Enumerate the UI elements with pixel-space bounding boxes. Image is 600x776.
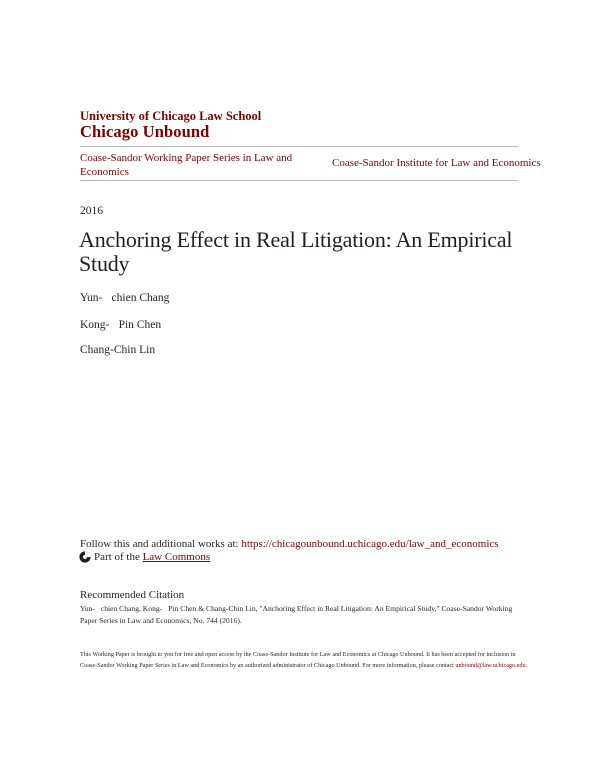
part-of-prefix: Part of the [94, 551, 140, 563]
university-name: University of Chicago Law School [80, 109, 262, 123]
divider-top [80, 146, 518, 147]
author-3: Chang-Chin Lin [80, 344, 156, 356]
paper-title: Anchoring Effect in Real Litigation: An Empirical Study [79, 227, 513, 276]
citation-text: Yun-chien Chang, Kong-Pin Chen & Chang-Chin Lin, "Anchoring Effect in Real Litigation: An Empirical Study," Coase-Sandor Working Paper Series in Law and Economics, No. 744 (2016). [80, 604, 513, 625]
notice-end: . [525, 661, 528, 669]
follow-line [80, 538, 499, 550]
law-commons-link[interactable]: Law Commons [142, 551, 211, 563]
follow-prefix: Follow this and additional works at: [80, 538, 242, 550]
series-link[interactable]: Coase-Sandor Working Paper Series in Law and Economics [80, 152, 293, 178]
contact-email-link[interactable]: unbound@law.uchicago.edu [455, 661, 526, 669]
institute-link[interactable]: Coase-Sandor Institute for Law and Economics [332, 157, 541, 169]
commons-line [79, 551, 210, 563]
author-1: Yun-chien Chang [80, 292, 170, 304]
publication-year: 2016 [80, 205, 103, 217]
author-2: Kong-Pin Chen [80, 319, 162, 331]
collection-url-link[interactable]: https://chicagounbound.uchicago.edu/law_and_economics [241, 538, 499, 550]
notice-text: This Working Paper is brought to you for free and open access by the Coase-Sandor Institute for Law and Economics at Chicago Unbound. It has been accepted for inclusion in Coase-Sandor Working Paper Series in Law and Economics by an authorized administrator of Chicago Unbound. For more information, please contact [80, 651, 516, 669]
divider-bottom [80, 180, 518, 181]
repository-name: Chicago Unbound [80, 122, 210, 141]
recommended-citation-heading: Recommended Citation [80, 589, 185, 601]
access-notice [80, 650, 530, 671]
digital-commons-icon [79, 551, 91, 563]
